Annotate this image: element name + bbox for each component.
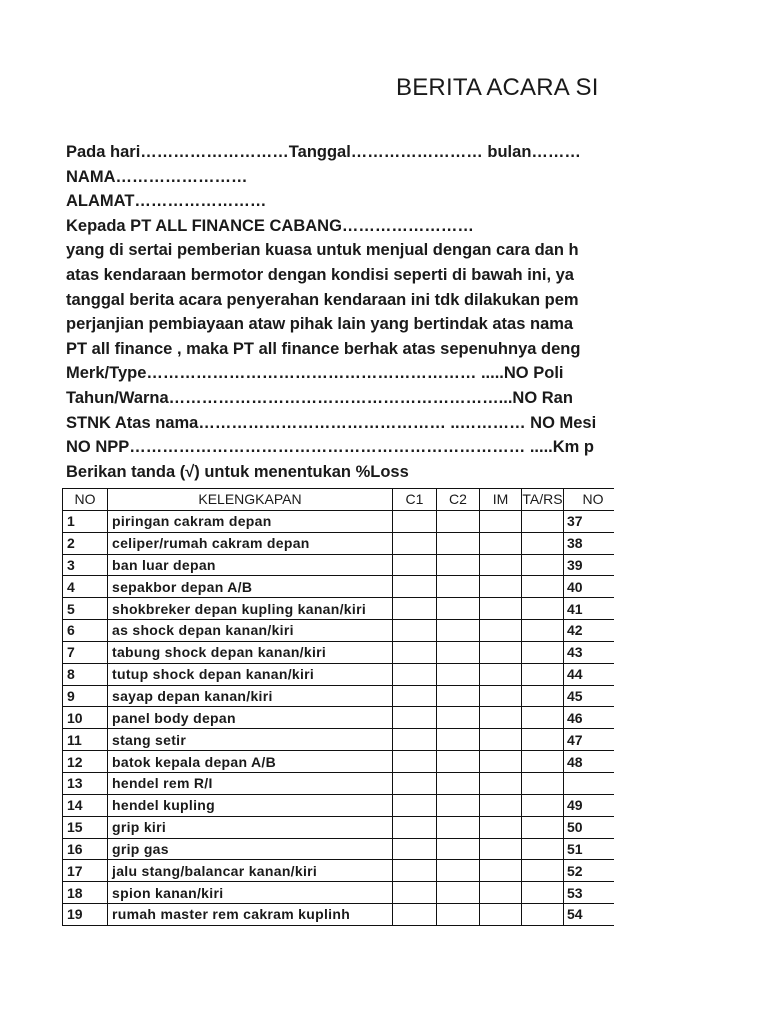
checklist-table <box>62 488 614 926</box>
table-row <box>63 882 615 904</box>
line-stnk: STNK Atas nama……………………………………… ..………… NO Mesi <box>66 413 597 432</box>
line-name: NAMA…………………… <box>66 167 248 186</box>
row-number: 15 <box>63 816 108 838</box>
check-cell-c1[interactable] <box>393 816 437 838</box>
check-cell-c2[interactable] <box>437 510 480 532</box>
row-item: tutup shock depan kanan/kiri <box>108 663 393 685</box>
check-cell-c2[interactable] <box>437 707 480 729</box>
row-item: grip kiri <box>108 816 393 838</box>
check-cell-ta-rs[interactable] <box>522 860 564 882</box>
row-item: stang setir <box>108 729 393 751</box>
row-number-2: 53 <box>564 882 615 904</box>
check-cell-c1[interactable] <box>393 751 437 773</box>
header-no: NO <box>63 489 108 511</box>
table-row <box>63 554 615 576</box>
row-item: panel body depan <box>108 707 393 729</box>
check-cell-c2[interactable] <box>437 772 480 794</box>
check-cell-ta-rs[interactable] <box>522 510 564 532</box>
table-row <box>63 838 615 860</box>
row-number-2: 54 <box>564 904 615 926</box>
row-item: hendel kupling <box>108 794 393 816</box>
check-cell-c2[interactable] <box>437 904 480 926</box>
row-number: 4 <box>63 576 108 598</box>
row-number-2: 42 <box>564 620 615 642</box>
check-cell-c2[interactable] <box>437 838 480 860</box>
check-cell-im[interactable] <box>480 598 522 620</box>
row-number-2: 45 <box>564 685 615 707</box>
header-im: IM <box>480 489 522 511</box>
table-row <box>63 816 615 838</box>
check-cell-c2[interactable] <box>437 685 480 707</box>
table-row <box>63 751 615 773</box>
header-ta-rs: TA/RS <box>522 489 564 511</box>
check-cell-im[interactable] <box>480 641 522 663</box>
row-item: grip gas <box>108 838 393 860</box>
check-cell-im[interactable] <box>480 554 522 576</box>
check-cell-im[interactable] <box>480 904 522 926</box>
check-cell-c1[interactable] <box>393 838 437 860</box>
row-number-2: 46 <box>564 707 615 729</box>
row-number: 12 <box>63 751 108 773</box>
check-cell-c1[interactable] <box>393 598 437 620</box>
table-header-row <box>63 489 615 511</box>
row-number-2: 47 <box>564 729 615 751</box>
line-statement-2: atas kendaraan bermotor dengan kondisi seperti di bawah ini, ya <box>66 265 574 284</box>
header-c1: C1 <box>393 489 437 511</box>
row-number-2: 39 <box>564 554 615 576</box>
check-cell-im[interactable] <box>480 707 522 729</box>
table-row <box>63 904 615 926</box>
row-number: 1 <box>63 510 108 532</box>
check-cell-im[interactable] <box>480 532 522 554</box>
check-cell-c1[interactable] <box>393 620 437 642</box>
check-cell-im[interactable] <box>480 860 522 882</box>
row-item: ban luar depan <box>108 554 393 576</box>
check-cell-im[interactable] <box>480 729 522 751</box>
table-row <box>63 663 615 685</box>
check-cell-im[interactable] <box>480 816 522 838</box>
check-cell-ta-rs[interactable] <box>522 663 564 685</box>
check-cell-ta-rs[interactable] <box>522 816 564 838</box>
check-cell-ta-rs[interactable] <box>522 620 564 642</box>
check-cell-ta-rs[interactable] <box>522 838 564 860</box>
check-cell-c2[interactable] <box>437 882 480 904</box>
row-number-2: 49 <box>564 794 615 816</box>
check-cell-im[interactable] <box>480 794 522 816</box>
check-cell-c1[interactable] <box>393 772 437 794</box>
row-number: 2 <box>63 532 108 554</box>
check-cell-c1[interactable] <box>393 860 437 882</box>
table-row <box>63 772 615 794</box>
row-item: sayap depan kanan/kiri <box>108 685 393 707</box>
line-address: ALAMAT…………………… <box>66 192 267 211</box>
check-cell-im[interactable] <box>480 751 522 773</box>
row-number-2: 48 <box>564 751 615 773</box>
row-item: piringan cakram depan <box>108 510 393 532</box>
row-number: 14 <box>63 794 108 816</box>
row-number: 3 <box>63 554 108 576</box>
check-cell-c1[interactable] <box>393 641 437 663</box>
header-c2: C2 <box>437 489 480 511</box>
check-cell-c2[interactable] <box>437 663 480 685</box>
row-item: batok kepala depan A/B <box>108 751 393 773</box>
table-row <box>63 707 615 729</box>
row-number-2 <box>564 772 615 794</box>
check-cell-c2[interactable] <box>437 729 480 751</box>
check-cell-c1[interactable] <box>393 532 437 554</box>
row-item: as shock depan kanan/kiri <box>108 620 393 642</box>
check-cell-ta-rs[interactable] <box>522 576 564 598</box>
check-cell-c2[interactable] <box>437 620 480 642</box>
check-cell-c1[interactable] <box>393 729 437 751</box>
check-cell-im[interactable] <box>480 663 522 685</box>
check-cell-ta-rs[interactable] <box>522 882 564 904</box>
check-cell-im[interactable] <box>480 685 522 707</box>
row-number-2: 44 <box>564 663 615 685</box>
check-cell-ta-rs[interactable] <box>522 641 564 663</box>
row-number-2: 41 <box>564 598 615 620</box>
check-cell-c2[interactable] <box>437 751 480 773</box>
row-item: tabung shock depan kanan/kiri <box>108 641 393 663</box>
row-number-2: 40 <box>564 576 615 598</box>
table-row <box>63 598 615 620</box>
check-cell-c1[interactable] <box>393 794 437 816</box>
check-cell-c1[interactable] <box>393 663 437 685</box>
table-row <box>63 860 615 882</box>
row-item: rumah master rem cakram kuplinh <box>108 904 393 926</box>
row-number: 19 <box>63 904 108 926</box>
table-row <box>63 641 615 663</box>
form-fields <box>66 140 614 484</box>
check-cell-c1[interactable] <box>393 882 437 904</box>
line-instruction: Berikan tanda (√) untuk menentukan %Loss <box>66 462 409 481</box>
check-cell-im[interactable] <box>480 838 522 860</box>
row-number: 16 <box>63 838 108 860</box>
row-number: 8 <box>63 663 108 685</box>
line-day-date: Pada hari………………………Tanggal…………………… bulan……… <box>66 143 581 161</box>
table-row <box>63 729 615 751</box>
row-number: 18 <box>63 882 108 904</box>
check-cell-ta-rs[interactable] <box>522 532 564 554</box>
row-number-2: 38 <box>564 532 615 554</box>
line-branch: Kepada PT ALL FINANCE CABANG…………………… <box>66 216 474 235</box>
check-cell-im[interactable] <box>480 620 522 642</box>
check-cell-im[interactable] <box>480 576 522 598</box>
line-statement-5: PT all finance , maka PT all finance berhak atas sepenuhnya deng <box>66 339 581 358</box>
check-cell-c2[interactable] <box>437 794 480 816</box>
line-statement-1: yang di sertai pemberian kuasa untuk menjual dengan cara dan h <box>66 241 579 260</box>
check-cell-c2[interactable] <box>437 532 480 554</box>
check-cell-c2[interactable] <box>437 641 480 663</box>
document-title: BERITA ACARA SI <box>396 74 599 101</box>
check-cell-c1[interactable] <box>393 685 437 707</box>
row-number-2: 51 <box>564 838 615 860</box>
check-cell-ta-rs[interactable] <box>522 685 564 707</box>
table-row <box>63 620 615 642</box>
table-row <box>63 685 615 707</box>
row-number-2: 37 <box>564 510 615 532</box>
check-cell-c1[interactable] <box>393 554 437 576</box>
header-kelengkapan: KELENGKAPAN <box>108 489 393 511</box>
row-number-2: 52 <box>564 860 615 882</box>
row-number: 9 <box>63 685 108 707</box>
row-item: celiper/rumah cakram depan <box>108 532 393 554</box>
check-cell-c1[interactable] <box>393 576 437 598</box>
row-item: spion kanan/kiri <box>108 882 393 904</box>
line-merk-type: Merk/Type…………………………………………………… .....NO Poli <box>66 364 564 383</box>
table-row <box>63 510 615 532</box>
row-number: 7 <box>63 641 108 663</box>
check-cell-ta-rs[interactable] <box>522 707 564 729</box>
line-tahun-warna: Tahun/Warna……………………………………………………...NO Ran <box>66 388 573 407</box>
check-cell-c1[interactable] <box>393 904 437 926</box>
row-number: 11 <box>63 729 108 751</box>
row-number: 17 <box>63 860 108 882</box>
check-cell-c2[interactable] <box>437 816 480 838</box>
check-cell-im[interactable] <box>480 772 522 794</box>
header-no-2: NO <box>564 489 615 511</box>
check-cell-c1[interactable] <box>393 707 437 729</box>
check-cell-ta-rs[interactable] <box>522 904 564 926</box>
line-npp: NO NPP……………………………………………………………… .....Km p <box>66 438 595 457</box>
row-number: 5 <box>63 598 108 620</box>
row-number: 13 <box>63 772 108 794</box>
row-item: shokbreker depan kupling kanan/kiri <box>108 598 393 620</box>
check-cell-ta-rs[interactable] <box>522 794 564 816</box>
row-item: sepakbor depan A/B <box>108 576 393 598</box>
check-cell-im[interactable] <box>480 882 522 904</box>
row-number: 10 <box>63 707 108 729</box>
check-cell-ta-rs[interactable] <box>522 772 564 794</box>
row-number: 6 <box>63 620 108 642</box>
row-number-2: 50 <box>564 816 615 838</box>
row-item: jalu stang/balancar kanan/kiri <box>108 860 393 882</box>
line-statement-3: tanggal berita acara penyerahan kendaraan ini tdk dilakukan pem <box>66 290 579 309</box>
check-cell-ta-rs[interactable] <box>522 554 564 576</box>
table-row <box>63 794 615 816</box>
row-number-2: 43 <box>564 641 615 663</box>
check-cell-ta-rs[interactable] <box>522 598 564 620</box>
check-cell-im[interactable] <box>480 510 522 532</box>
line-statement-4: perjanjian pembiayaan ataw pihak lain yang bertindak atas nama <box>66 315 574 334</box>
check-cell-c1[interactable] <box>393 510 437 532</box>
check-cell-ta-rs[interactable] <box>522 751 564 773</box>
table-row <box>63 576 615 598</box>
check-cell-c2[interactable] <box>437 598 480 620</box>
check-cell-ta-rs[interactable] <box>522 729 564 751</box>
table-row <box>63 532 615 554</box>
check-cell-c2[interactable] <box>437 576 480 598</box>
row-item: hendel rem R/I <box>108 772 393 794</box>
check-cell-c2[interactable] <box>437 860 480 882</box>
check-cell-c2[interactable] <box>437 554 480 576</box>
